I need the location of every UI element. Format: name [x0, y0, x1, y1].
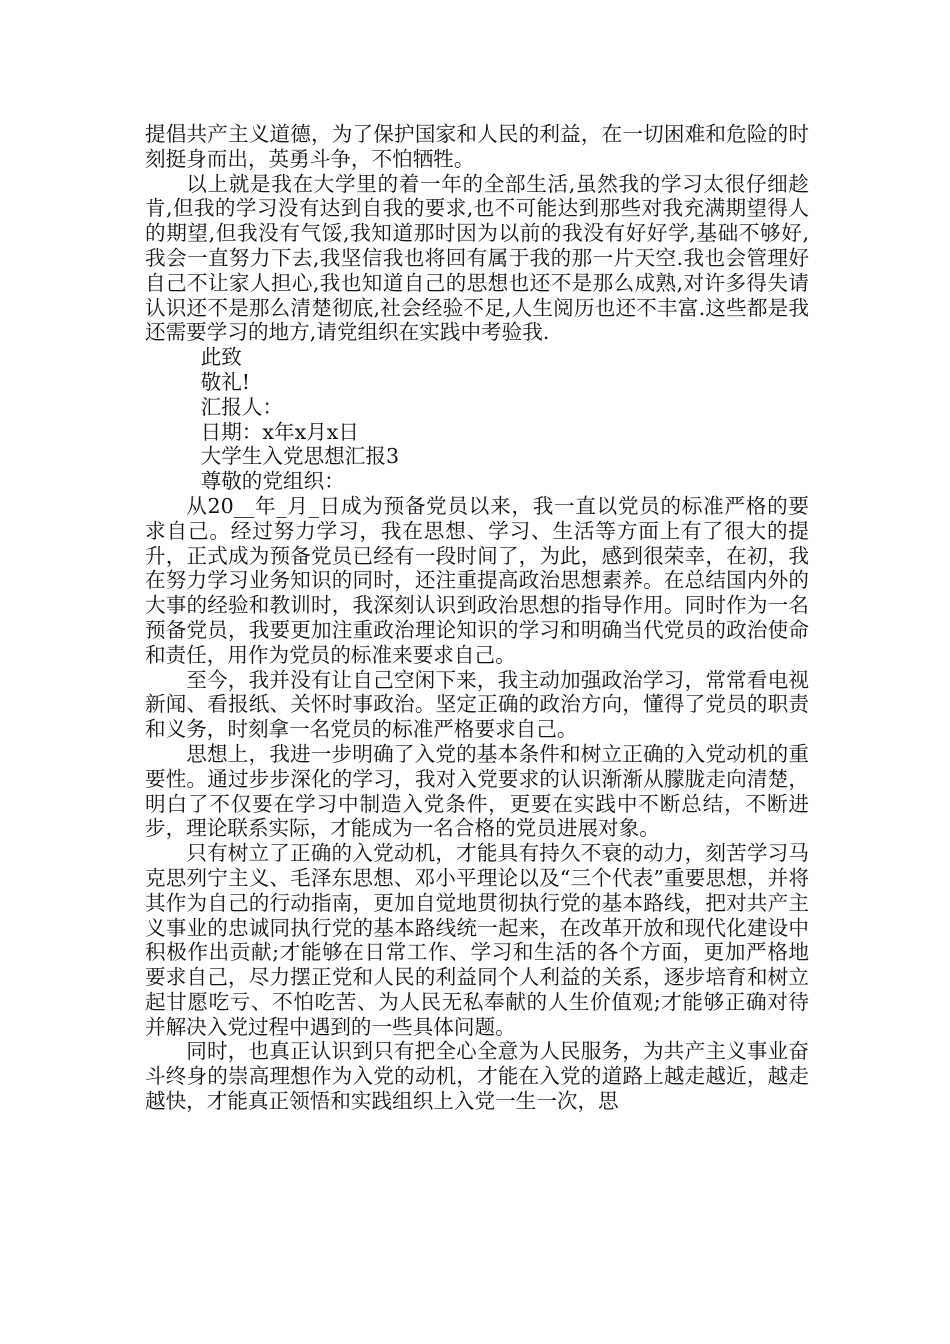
paragraph-body: 思想上，我进一步明确了入党的基本条件和树立正确的入党动机的重要性。通过步步深化的学习，我对入党要求的认识渐渐从朦胧走向清楚，明白了不仅要在学习中制造入党条件，更要在实践中不断总结，不断进步，理论联系实际，才能成为一名合格的党员进展对象。 [145, 741, 809, 841]
salutation: 尊敬的党组织： [200, 469, 345, 494]
closing-salute: 敬礼! [200, 369, 251, 394]
reporter-line: 汇报人： [200, 394, 283, 419]
paragraph-body: 从20__年_月_日成为预备党员以来，我一直以党员的标准严格的要求自己。经过努力学习，我在思想、学习、生活等方面上有了很大的提升，正式成为预备党员已经有一段时间了，为此，感到很荣幸，在初，我在努力学习业务知识的同时，还注重提高政治思想素养。在总结国内外的大事的经验和教训时，我深刻认识到政治思想的指导作用。同时作为一名预备党员，我要更加注重政治理论知识的学习和明确当代党员的政治使命和责任，用作为党员的标准来要求自己。 [145, 493, 809, 667]
paragraph-body: 只有树立了正确的入党动机，才能具有持久不衰的动力，刻苦学习马克思列宁主义、毛泽东思想、邓小平理论以及“三个代表”重要思想，并将其作为自己的行动指南，更加自觉地贯彻执行党的基本路线，把对共产主义事业的忠诚同执行党的基本路线统一起来，在改革开放和现代化建设中积极作出贡献;才能够在日常工作、学习和生活的各个方面，更加严格地要求自己，尽力摆正党和人民的利益同个人利益的关系，逐步培育和树立起甘愿吃亏、不怕吃苦、为人民无私奉献的人生价值观;才能够正确对待并解决入党过程中遇到的一些具体问题。 [145, 841, 809, 1039]
paragraph-summary: 以上就是我在大学里的着一年的全部生活,虽然我的学习太很仔细趁肯,但我的学习没有达到自我的要求,也不可能达到那些对我充满期望得人的期望,但我没有气馁,我知道那时因为以前的我没有好好学,基础不够好,我会一直努力下去,我坚信我也将回有属于我的那一片天空.我也会管理好自己不让家人担心,我也知道自己的思想也还不是那么成熟,对许多得失请认识还不是那么清楚彻底,社会经验不足,人生阅历也还不丰富.这些都是我还需要学习的地方,请党组织在实践中考验我. [145, 171, 809, 345]
closing-line: 此致 [200, 345, 242, 370]
date-line: 日期：x年x月x日 [200, 419, 360, 444]
section-title: 大学生入党思想汇报3 [200, 444, 400, 469]
document-page [145, 122, 809, 1114]
paragraph-body: 同时，也真正认识到只有把全心全意为人民服务，为共产主义事业奋斗终身的崇高理想作为入党的动机，才能在入党的道路上越走越近，越走越快，才能真正领悟和实践组织上入党一生一次，思 [145, 1039, 809, 1114]
paragraph-body: 至今，我并没有让自己空闲下来，我主动加强政治学习，常常看电视新闻、看报纸、关怀时事政治。坚定正确的政治方向，懂得了党员的职责和义务，时刻拿一名党员的标准严格要求自己。 [145, 667, 809, 742]
paragraph-continued: 提倡共产主义道德，为了保护国家和人民的利益，在一切困难和危险的时刻挺身而出，英勇斗争，不怕牺牲。 [145, 122, 809, 171]
